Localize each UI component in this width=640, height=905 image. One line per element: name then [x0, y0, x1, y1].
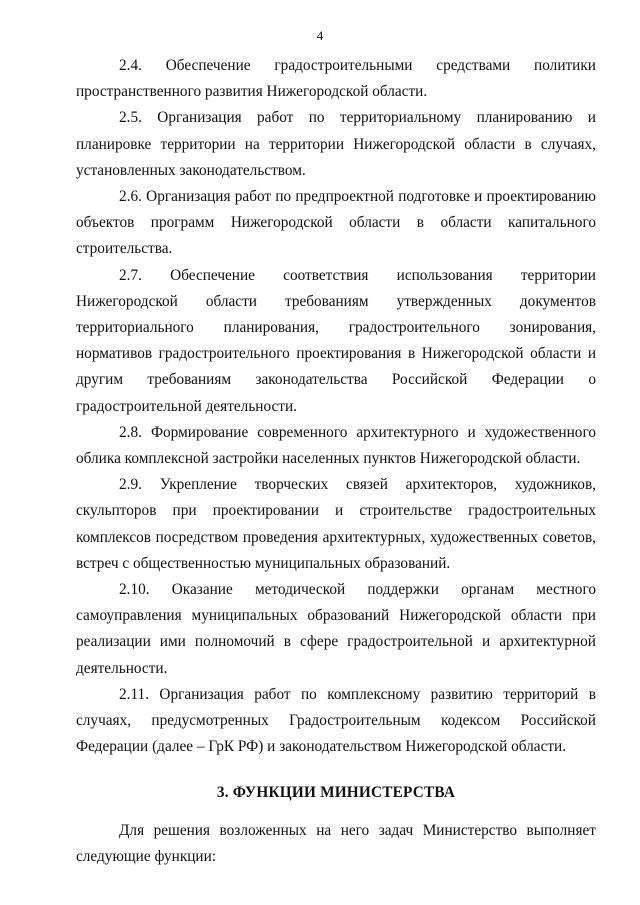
paragraph-2-11: 2.11. Организация работ по комплексному развитию территорий в случаях, предусмотренных Градостроительным кодексом Российской Федерации (далее – ГрК РФ) и законодательством Нижегородской области.	[76, 685, 596, 756]
paragraph-2-10: 2.10. Оказание методической поддержки органам местного самоуправления муниципальных образований Нижегородской области при реализации ими полномочий в сфере градостроительной и архитектурной деятельности.	[76, 581, 596, 677]
paragraph-2-4: 2.4. Обеспечение градостроительными средствами политики пространственного развития Нижегородской области.	[76, 57, 596, 101]
section-heading: 3. ФУНКЦИИ МИНИСТЕРСТВА	[216, 784, 456, 802]
paragraph-2-6: 2.6. Организация работ по предпроектной подготовке и проектированию объектов программ Нижегородской области в области капитального строительства.	[76, 188, 596, 258]
paragraph-2-9: 2.9. Укрепление творческих связей архитекторов, художников, скульпторов при проектировании и строительстве градостроительных комплексов посредством проведения архитектурных, художественных советов, встреч с общественностью муниципальных образований.	[76, 476, 596, 572]
page-number: 4	[316, 28, 324, 43]
paragraph-2-7: 2.7. Обеспечение соответствия использования территории Нижегородской области требованиям утвержденных документов территориального планирования, градостроительного зонирования, нормативов градостроительного проектирования в Нижегородской области и другим требованиям законодательства Российской Федерации о градостроительной деятельности.	[76, 266, 596, 415]
document-body	[76, 53, 596, 870]
paragraph-2-8: 2.8. Формирование современного архитектурного и художественного облика комплексной застройки населенных пунктов Нижегородской области.	[76, 423, 596, 468]
paragraph-2-5: 2.5. Организация работ по территориальному планированию и планировке территории на территории Нижегородской области в случаях, установленных законодательством.	[76, 109, 596, 179]
section-intro: Для решения возложенных на него задач Министерство выполняет следующие функции:	[76, 821, 596, 865]
